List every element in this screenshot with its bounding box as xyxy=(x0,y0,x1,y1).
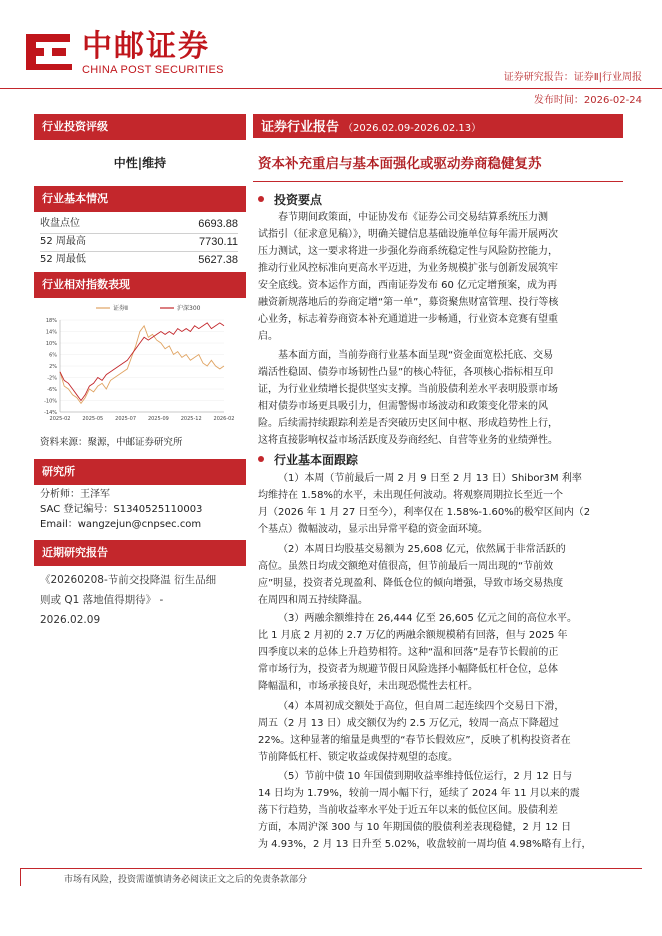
text-line: 周五（2 月 13 日）成交额仅为约 2.5 万亿元，较周一高点下降超过 xyxy=(258,718,559,729)
basic-row-52w-low xyxy=(40,251,238,269)
section-heading-tracking xyxy=(258,452,358,468)
recent-report-link[interactable]: 则或 Q1 落地值得期待》 - xyxy=(40,594,164,606)
recent-report-date: 2026.02.09 xyxy=(40,614,101,626)
text-line: 基本面方面，当前券商行业基本面呈现“资金面宽松托底、交易 xyxy=(278,350,554,361)
basic-row-label: 52 周最低 xyxy=(40,254,86,265)
recent-report-link[interactable]: 《20260208-节前交投降温 衍生品细 xyxy=(40,574,217,586)
bullet-icon xyxy=(258,456,264,462)
basic-row-52w-high xyxy=(40,233,238,251)
x-tick-label: 2025-09 xyxy=(147,416,169,422)
brand-name: 中邮证券 xyxy=(82,29,210,64)
x-tick-label: 2025-05 xyxy=(82,416,104,422)
text-line: 试指引（征求意见稿）》，明确关键信息基础设施单位每年需开展两次 xyxy=(258,229,558,240)
text-line: （5）节前中债 10 年国债到期收益率维持低位运行，2 月 12 日与 xyxy=(278,771,573,782)
basic-row-label: 52 周最高 xyxy=(40,236,86,247)
header-divider xyxy=(0,88,662,89)
rating-section-title: 行业投资评级 xyxy=(34,114,246,140)
analyst-sac-id: SAC 登记编号：S1340525110003 xyxy=(40,504,203,515)
text-line: 月（2026 年 1 月 27 日至今），利率仅在 1.58%-1.60%的极窄区间内（2 xyxy=(258,507,591,518)
relative-performance-chart xyxy=(34,300,246,430)
analyst-name: 分析师：王泽军 xyxy=(40,489,110,500)
text-line: 这将直接影响权益市场活跃度及券商经纪、自营等业务的业绩弹性。 xyxy=(258,435,558,446)
legend-label: 证券Ⅱ xyxy=(113,305,128,312)
footer-side-rule xyxy=(20,868,21,886)
x-tick-label: 2026-02 xyxy=(213,416,235,422)
research-section-title: 研究所 xyxy=(34,459,246,485)
footer-disclaimer: 市场有风险，投资需谨慎请务必阅读正文之后的免责条款部分 xyxy=(64,875,308,885)
basic-row-value: 6693.88 xyxy=(198,218,238,230)
publish-date: 发布时间：2026-02-24 xyxy=(533,95,642,106)
text-line: 方面，本周沪深 300 与 10 年期国债的股债利差表现稳健，2 月 12 日 xyxy=(258,822,572,833)
basic-row-label: 收盘点位 xyxy=(40,218,80,229)
text-line: 在周四和周五持续降温。 xyxy=(258,595,368,606)
text-line: 比 1 月底 2 月初的 2.7 万亿的两融余额规模稍有回落，但与 2025 年 xyxy=(258,630,568,641)
chart-source: 资料来源：聚源，中邮证券研究所 xyxy=(40,437,183,448)
y-tick-label: 2% xyxy=(49,364,57,370)
text-line: 14 日均为 1.79%，较前一周小幅下行，延续了 2024 年 11 月以来的震 xyxy=(258,788,580,799)
basic-row-value: 5627.38 xyxy=(198,254,238,266)
report-type-bar xyxy=(253,114,623,138)
report-title: 资本补充重启与基本面强化或驱动券商稳健复苏 xyxy=(258,156,542,172)
text-line: 压力测试，这一要求将进一步强化券商系统稳定性与风险防控能力， xyxy=(258,246,558,257)
text-line: 推动行业风控标准向更高水平迈进，为业务规模扩张与创新发展筑牢 xyxy=(258,263,558,274)
bullet-icon xyxy=(258,196,264,202)
text-line: 端活性稳固、债券市场韧性凸显”的核心特征，各项核心指标相互印 xyxy=(258,367,554,378)
text-line: （4）本周初成交额处于高位，但自周二起连续四个交易日下滑， xyxy=(278,701,565,712)
brand-english-name: CHINA POST SECURITIES xyxy=(82,64,224,76)
paragraph-shibor xyxy=(258,470,608,538)
legend-label: 沪深300 xyxy=(177,305,201,312)
y-tick-label: -14% xyxy=(44,410,57,416)
basic-row-value: 7730.11 xyxy=(199,236,238,248)
report-category: 证券研究报告：证券Ⅱ|行业周报 xyxy=(503,72,642,83)
x-tick-label: 2025-07 xyxy=(115,416,137,422)
text-line: 荡下行趋势，当前收益率水平处于近五年以来的低位区间。股债利差 xyxy=(258,805,558,816)
y-tick-label: 14% xyxy=(45,329,57,336)
rating-value: 中性|维持 xyxy=(113,156,167,170)
text-line: 四季度以来的总体上升趋势相符。这种“温和回落”是春节长假前的正 xyxy=(258,647,559,658)
section-heading-text: 行业基本面跟踪 xyxy=(274,453,359,467)
text-line: 应”明显，投资者兑现盈利、降低仓位的倾向增强，导致市场交易热度 xyxy=(258,578,564,589)
section-heading-key-points xyxy=(258,192,322,208)
y-tick-label: -2% xyxy=(47,375,57,382)
text-line: 个基点）微幅波动，显示出异常平稳的资金面环境。 xyxy=(258,524,488,535)
text-line: 融资新规落地后的券商定增“第一单”，募资聚焦财富管理、投行等核 xyxy=(258,297,559,308)
basic-info-section-title: 行业基本情况 xyxy=(34,186,246,212)
text-line: 相对债券市场更具吸引力，但需警惕市场波动和政策变化带来的风 xyxy=(258,401,548,412)
chart-svg xyxy=(34,300,246,430)
text-line: 为 4.93%，2 月 13 日升至 5.02%，收盘较前一周均值 4.98%略有上行， xyxy=(258,839,592,850)
text-line: 均维持在 1.58%的水平，未出现任何波动。将观察周期拉长至近一个 xyxy=(258,490,563,501)
report-type: 证券行业报告 xyxy=(261,120,340,135)
paragraph-margin xyxy=(258,610,608,695)
x-tick-label: 2025-02 xyxy=(49,416,71,422)
recent-reports-section-title: 近期研究报告 xyxy=(34,540,246,566)
text-line: 22%。这种显著的缩量是典型的“春节长假效应”，反映了机构投资者在 xyxy=(258,735,571,746)
paragraph-fundamentals xyxy=(258,347,608,449)
analyst-email: Email：wangzejun@cnpsec.com xyxy=(40,519,202,530)
text-line: 心业务，标志着券商资本补充通道进一步畅通，行业资本竞赛有望重 xyxy=(258,314,558,325)
text-line: 证，为行业业绩增长提供坚实支撑。当前股债利差水平表明股票市场 xyxy=(258,384,558,395)
footer-divider xyxy=(20,868,642,869)
text-line: （3）两融余额维持在 26,444 亿至 26,605 亿元之间的高位水平。 xyxy=(278,613,578,624)
text-line: （1）本周（节前最后一周 2 月 9 日至 2 月 13 日）Shibor3M 利率 xyxy=(278,473,582,484)
x-tick-label: 2025-12 xyxy=(180,416,202,422)
report-period: （2026.02.09-2026.02.13） xyxy=(343,123,482,134)
basic-row-close xyxy=(40,215,238,233)
series-line-0 xyxy=(60,326,224,404)
y-tick-label: 10% xyxy=(45,341,57,347)
text-line: （2）本周日均股基交易额为 25,608 亿元，依然属于非常活跃的 xyxy=(278,544,566,555)
text-line: 降幅温和，市场承接良好，未出现恐慌性去杠杆。 xyxy=(258,681,478,692)
text-line: 安全底线。资本运作方面，西南证券发布 60 亿元定增预案，成为再 xyxy=(258,280,558,291)
paragraph-policy xyxy=(258,209,608,345)
y-tick-label: -10% xyxy=(44,398,57,405)
text-line: 启。 xyxy=(258,331,278,342)
text-line: 春节期间政策面，中证协发布《证券公司交易结算系统压力测 xyxy=(278,212,548,223)
text-line: 节前降低杠杆、锁定收益或保持观望的态度。 xyxy=(258,752,458,763)
paragraph-bond-yield xyxy=(258,768,608,853)
paragraph-turnover xyxy=(258,541,608,609)
y-tick-label: 18% xyxy=(45,318,57,324)
title-divider xyxy=(253,181,623,182)
paragraph-volume xyxy=(258,698,608,766)
section-heading-text: 投资要点 xyxy=(274,193,323,207)
y-tick-label: -6% xyxy=(47,387,57,393)
company-logo-icon xyxy=(22,28,74,72)
text-line: 常市场行为，投资者为规避节假日风险选择小幅降低杠杆仓位，总体 xyxy=(258,664,558,675)
performance-section-title: 行业相对指数表现 xyxy=(34,272,246,298)
text-line: 险。后续需持续跟踪利差是否突破历史区间中枢、形成趋势性上行， xyxy=(258,418,558,429)
y-tick-label: 6% xyxy=(49,352,57,359)
text-line: 高位。虽然日均成交额绝对值很高，但节前最后一周出现的“节前效 xyxy=(258,561,554,572)
